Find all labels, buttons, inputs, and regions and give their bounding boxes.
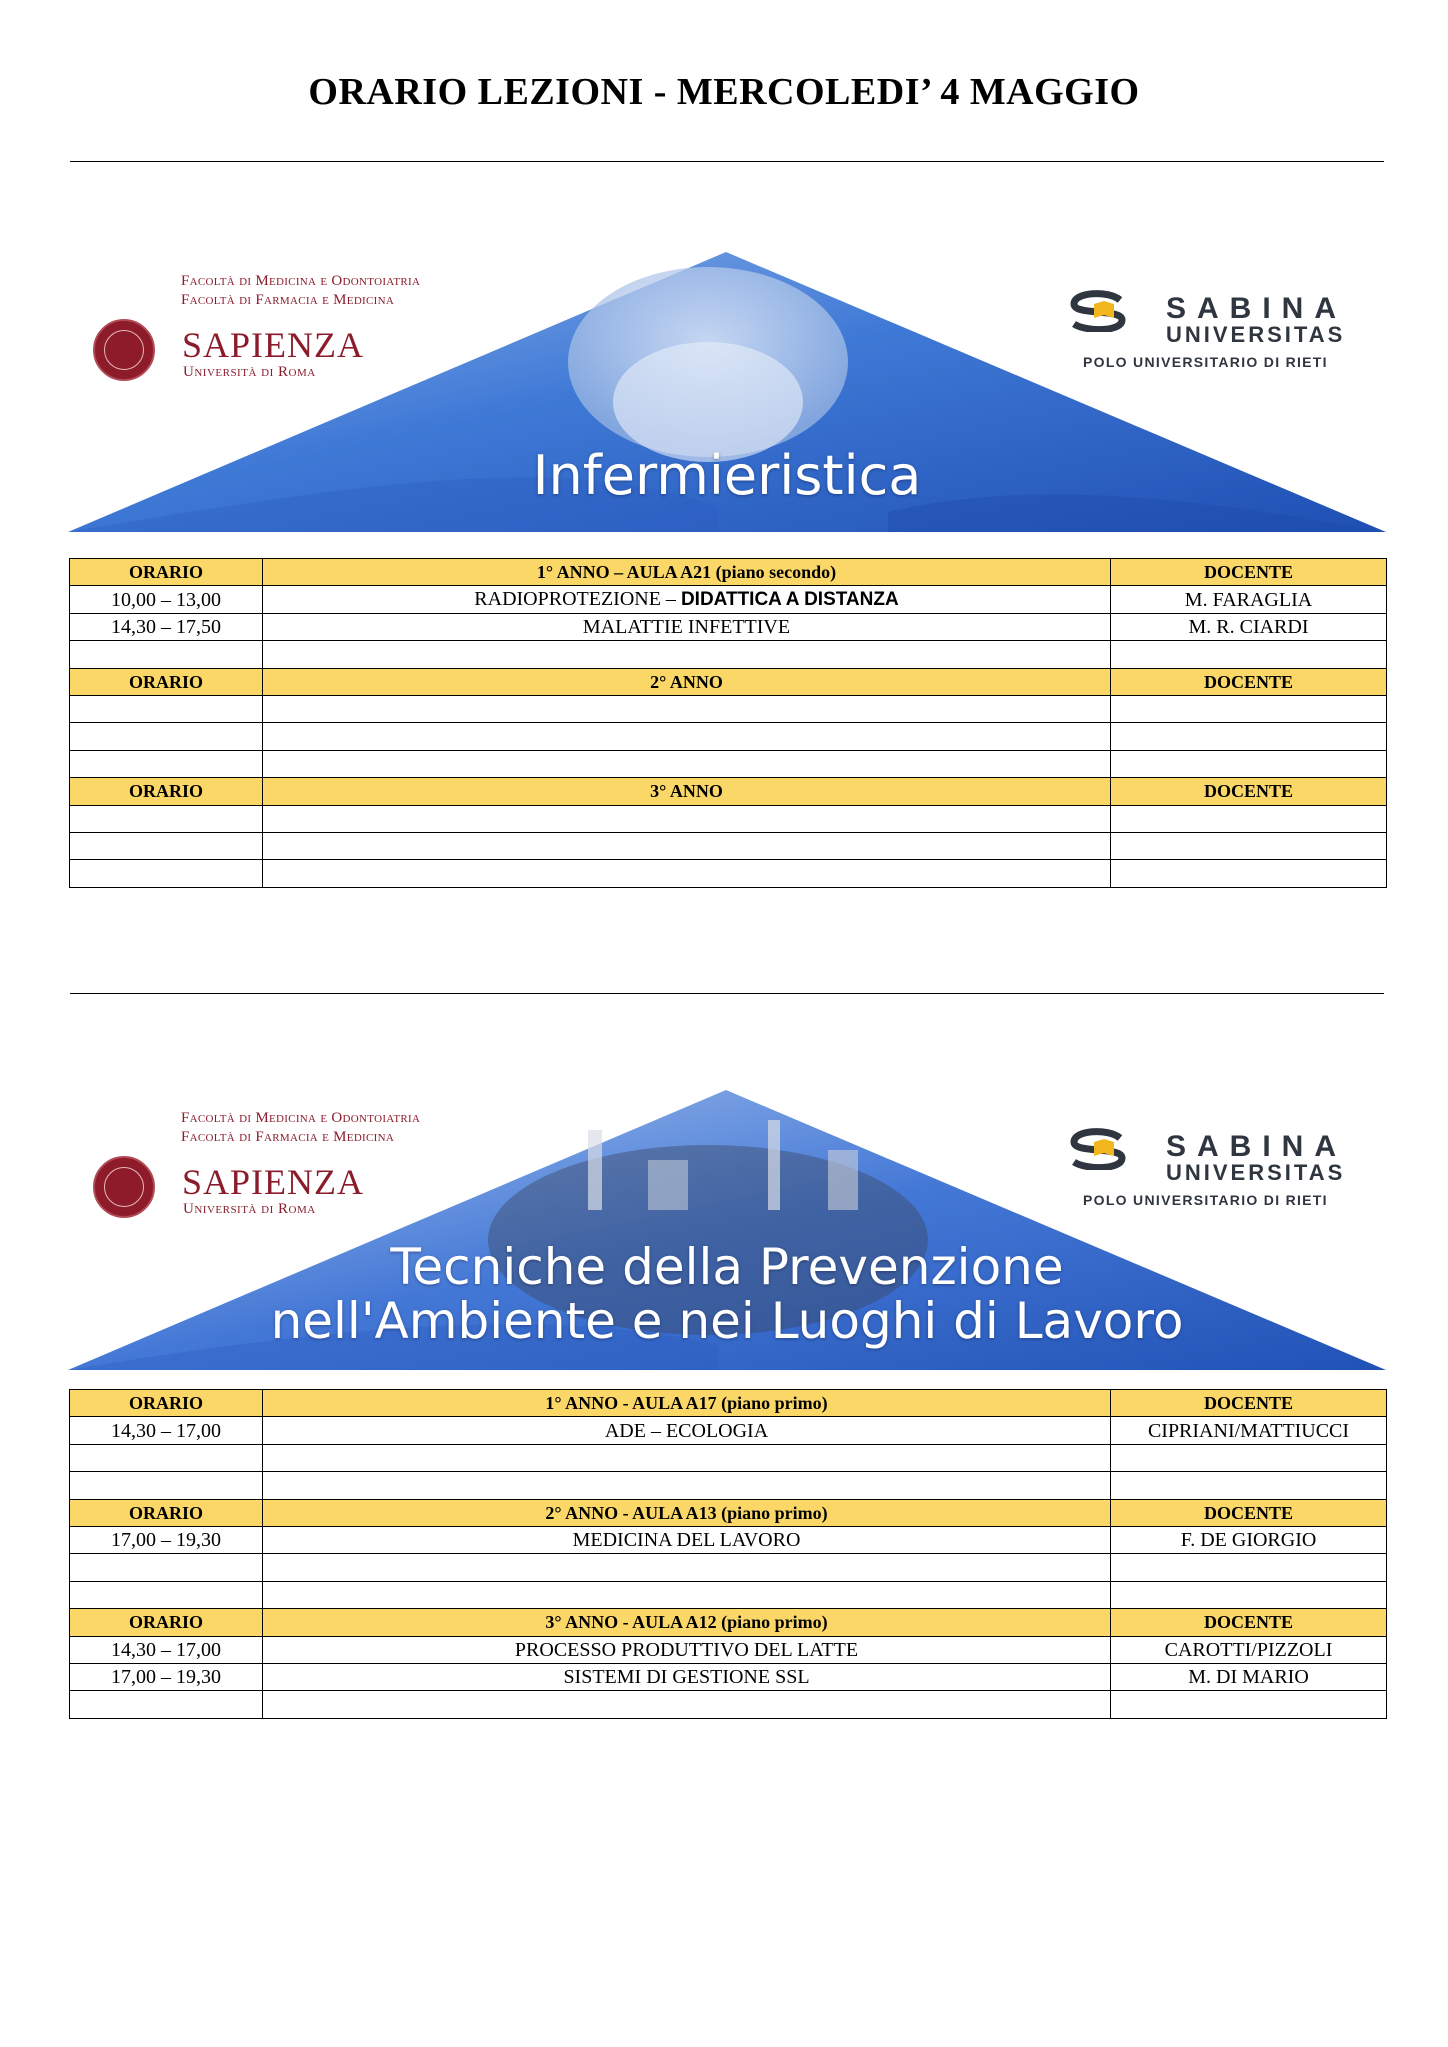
faculty-line-2: Facoltà di Farmacia e Medicina (181, 292, 395, 308)
cell-teacher (1111, 750, 1387, 777)
cell-subject: ADE – ECOLOGIA (263, 1417, 1111, 1444)
table-row (70, 641, 1387, 668)
cell-time: 14,30 – 17,50 (70, 613, 263, 640)
cell-time (70, 1444, 263, 1471)
header-time: ORARIO (70, 668, 263, 695)
cell-teacher (1111, 1444, 1387, 1471)
cell-subject (263, 750, 1111, 777)
cell-teacher (1111, 1581, 1387, 1608)
table-row (70, 1417, 1387, 1444)
schedule-table-tecniche-prevenzione (69, 1389, 1387, 1719)
header-teacher: DOCENTE (1111, 1390, 1387, 1417)
banner-infermieristica (68, 252, 1386, 534)
universitas-logo-text: UNIVERSITAS (1166, 322, 1346, 347)
cell-subject (263, 805, 1111, 832)
course-title-line-1: Tecniche della Prevenzione (390, 1238, 1064, 1296)
header-time: ORARIO (70, 559, 263, 586)
cell-time: 17,00 – 19,30 (70, 1526, 263, 1553)
table-header-row (70, 1609, 1387, 1636)
table-row (70, 1472, 1387, 1499)
cell-subject: MEDICINA DEL LAVORO (263, 1526, 1111, 1553)
cell-teacher (1111, 832, 1387, 859)
sapienza-seal-icon (93, 319, 155, 381)
table-row (70, 805, 1387, 832)
cell-time: 10,00 – 13,00 (70, 586, 263, 613)
subject-bold-text: DIDATTICA A DISTANZA (680, 589, 899, 611)
header-time: ORARIO (70, 778, 263, 805)
header-teacher: DOCENTE (1111, 778, 1387, 805)
cell-subject (263, 860, 1111, 887)
cell-teacher (1111, 695, 1387, 722)
cell-subject (263, 641, 1111, 668)
table-row (70, 1581, 1387, 1608)
cell-subject (263, 1444, 1111, 1471)
cell-time (70, 860, 263, 887)
cell-subject (263, 832, 1111, 859)
cell-teacher (1111, 1472, 1387, 1499)
cell-subject (263, 1691, 1111, 1718)
table-row (70, 1526, 1387, 1553)
polo-rieti-text: POLO UNIVERSITARIO DI RIETI (1083, 1192, 1328, 1208)
header-year: 1° ANNO - AULA A17 (piano primo) (263, 1390, 1111, 1417)
cell-subject (263, 723, 1111, 750)
divider (70, 161, 1384, 162)
cell-subject: MALATTIE INFETTIVE (263, 613, 1111, 640)
header-time: ORARIO (70, 1390, 263, 1417)
header-teacher: DOCENTE (1111, 1499, 1387, 1526)
cell-teacher: CAROTTI/PIZZOLI (1111, 1636, 1387, 1663)
cell-teacher (1111, 1691, 1387, 1718)
faculty-line-1: Facoltà di Medicina e Odontoiatria (181, 1110, 421, 1126)
header-teacher: DOCENTE (1111, 668, 1387, 695)
table-row (70, 695, 1387, 722)
cell-time (70, 1581, 263, 1608)
cell-subject (263, 586, 1111, 613)
cell-subject (263, 1554, 1111, 1581)
course-title: Infermieristica (532, 444, 922, 507)
sabina-logo-text: SABINA (1166, 292, 1348, 325)
table-row (70, 586, 1387, 613)
table-header-row (70, 668, 1387, 695)
table-row (70, 1636, 1387, 1663)
cell-time (70, 695, 263, 722)
table-row (70, 613, 1387, 640)
course-title-line-2: nell'Ambiente e nei Luoghi di Lavoro (270, 1292, 1184, 1350)
header-teacher: DOCENTE (1111, 559, 1387, 586)
table-row (70, 860, 1387, 887)
cell-time (70, 805, 263, 832)
cell-teacher (1111, 860, 1387, 887)
header-teacher: DOCENTE (1111, 1609, 1387, 1636)
header-time: ORARIO (70, 1609, 263, 1636)
cell-time (70, 1554, 263, 1581)
subject-text: RADIOPROTEZIONE – (474, 588, 681, 611)
cell-teacher: CIPRIANI/MATTIUCCI (1111, 1417, 1387, 1444)
table-row (70, 723, 1387, 750)
sapienza-logo-sub: Università di Roma (183, 364, 316, 380)
cell-teacher (1111, 805, 1387, 832)
cell-time: 14,30 – 17,00 (70, 1636, 263, 1663)
faculty-line-2: Facoltà di Farmacia e Medicina (181, 1129, 395, 1145)
sabina-logo-text: SABINA (1166, 1130, 1348, 1163)
faculty-line-1: Facoltà di Medicina e Odontoiatria (181, 273, 421, 289)
cell-teacher (1111, 1554, 1387, 1581)
table-row (70, 1691, 1387, 1718)
polo-rieti-text: POLO UNIVERSITARIO DI RIETI (1083, 354, 1328, 370)
sabina-logo-icon (1068, 1128, 1128, 1170)
table-row (70, 750, 1387, 777)
cell-subject: SISTEMI DI GESTIONE SSL (263, 1663, 1111, 1690)
sapienza-logo-text: SAPIENZA (182, 325, 365, 365)
table-header-row (70, 1390, 1387, 1417)
cell-subject (263, 1472, 1111, 1499)
table-row (70, 1554, 1387, 1581)
banner-tecniche-prevenzione (68, 1090, 1386, 1372)
schedule-table-infermieristica (69, 558, 1387, 888)
header-year: 1° ANNO – AULA A21 (piano secondo) (263, 559, 1111, 586)
cell-time: 17,00 – 19,30 (70, 1663, 263, 1690)
table-header-row (70, 559, 1387, 586)
cell-teacher: M. R. CIARDI (1111, 613, 1387, 640)
table-row (70, 1444, 1387, 1471)
cell-time (70, 1691, 263, 1718)
cell-teacher: M. DI MARIO (1111, 1663, 1387, 1690)
cell-teacher (1111, 723, 1387, 750)
table-header-row (70, 778, 1387, 805)
header-time: ORARIO (70, 1499, 263, 1526)
cell-time (70, 750, 263, 777)
cell-time (70, 641, 263, 668)
cell-teacher: F. DE GIORGIO (1111, 1526, 1387, 1553)
sapienza-logo-sub: Università di Roma (183, 1201, 316, 1217)
cell-teacher: M. FARAGLIA (1111, 586, 1387, 613)
cell-subject (263, 695, 1111, 722)
header-year: 3° ANNO - AULA A12 (piano primo) (263, 1609, 1111, 1636)
header-year: 2° ANNO - AULA A13 (piano primo) (263, 1499, 1111, 1526)
course-title (68, 1240, 1386, 1348)
sapienza-seal-icon (93, 1156, 155, 1218)
cell-time (70, 832, 263, 859)
page-title: ORARIO LEZIONI - MERCOLEDI’ 4 MAGGIO (308, 71, 1140, 113)
cell-time (70, 1472, 263, 1499)
cell-subject: PROCESSO PRODUTTIVO DEL LATTE (263, 1636, 1111, 1663)
header-year: 2° ANNO (263, 668, 1111, 695)
header-year: 3° ANNO (263, 778, 1111, 805)
table-row (70, 832, 1387, 859)
cell-teacher (1111, 641, 1387, 668)
sabina-logo-icon (1068, 290, 1128, 332)
table-header-row (70, 1499, 1387, 1526)
cell-time: 14,30 – 17,00 (70, 1417, 263, 1444)
cell-time (70, 723, 263, 750)
universitas-logo-text: UNIVERSITAS (1166, 1160, 1346, 1185)
table-row (70, 1663, 1387, 1690)
divider (70, 993, 1384, 994)
cell-subject (263, 1581, 1111, 1608)
sapienza-logo-text: SAPIENZA (182, 1162, 365, 1202)
